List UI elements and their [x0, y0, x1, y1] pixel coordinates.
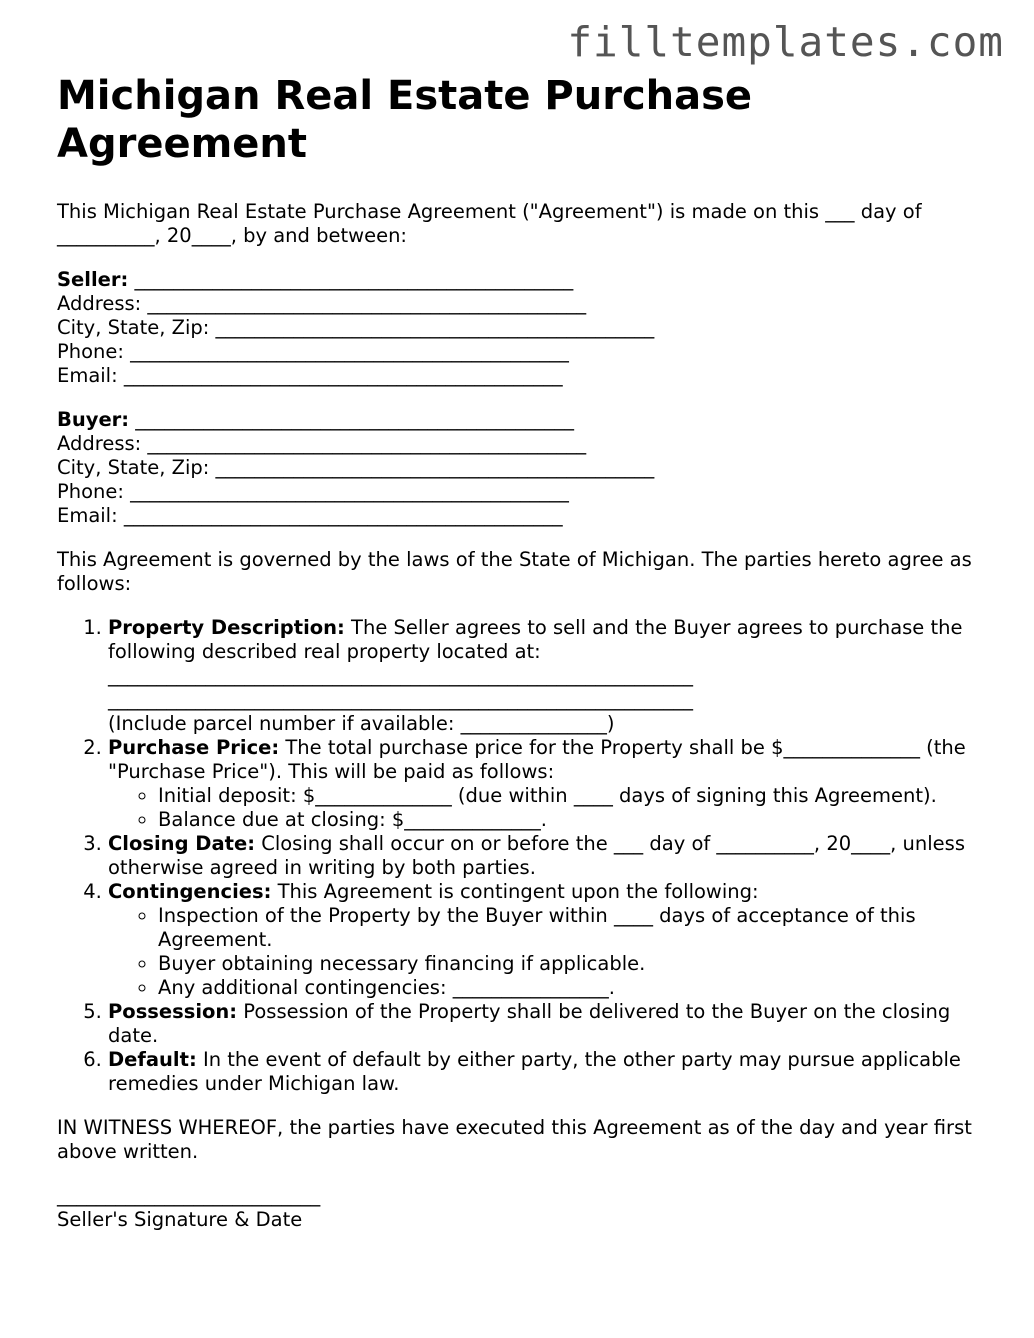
seller-phone-line: Phone: _____________________________________________: [57, 340, 569, 363]
buyer-address-line: Address: _____________________________________________: [57, 432, 587, 455]
term-label: Possession:: [108, 1000, 238, 1023]
list-item: ◦ Any additional contingencies: ________________.: [158, 976, 987, 1000]
seller-name-blank: _____________________________________________: [128, 268, 574, 291]
signature-label: Seller's Signature & Date: [57, 1208, 303, 1231]
payment-sublist: [108, 784, 987, 832]
term-text: This Agreement is contingent upon the following:: [271, 880, 759, 903]
buyer-city-line: City, State, Zip: _____________________________________________: [57, 456, 655, 479]
term-text: In the event of default by either party, the other party may pursue applicable remedies under Michigan law.: [108, 1048, 961, 1095]
seller-address-line: Address: _____________________________________________: [57, 292, 587, 315]
seller-name-line: [57, 268, 987, 292]
contingencies-sublist: [108, 904, 987, 1000]
seller-section: [57, 268, 987, 388]
term-possession: [108, 1000, 987, 1048]
term-label: Closing Date:: [108, 832, 256, 855]
buyer-section: [57, 408, 987, 528]
seller-heading: Seller:: [57, 268, 129, 291]
term-label: Default:: [108, 1048, 197, 1071]
buyer-heading: Buyer:: [57, 408, 130, 431]
term-text: Closing shall occur on or before the ___ day of __________, 20____, unless otherwise agreed in writing by both parties.: [108, 832, 965, 879]
term-label: Contingencies:: [108, 880, 272, 903]
term-text: The Seller agrees to sell and the Buyer agrees to purchase the following described real property located at:: [108, 616, 963, 663]
buyer-name-line: [57, 408, 987, 432]
signature-block: [57, 1184, 987, 1232]
buyer-email-line: Email: _____________________________________________: [57, 504, 563, 527]
term-text: The total purchase price for the Property shall be $______________ (the "Purchase Price"). This will be paid as follows:: [108, 736, 966, 783]
term-label: Purchase Price:: [108, 736, 280, 759]
list-item: ◦ Buyer obtaining necessary financing if applicable.: [158, 952, 987, 976]
list-item: ◦ Balance due at closing: $______________.: [158, 808, 987, 832]
document-page: [57, 72, 987, 1232]
seller-city-line: City, State, Zip: _____________________________________________: [57, 316, 655, 339]
intro-paragraph: This Michigan Real Estate Purchase Agreement ("Agreement") is made on this ___ day of __________, 20____, by and between:: [57, 200, 922, 247]
property-blank-line-2: ____________________________________________________________: [108, 688, 693, 711]
buyer-name-blank: _____________________________________________: [129, 408, 575, 431]
list-item: ◦ Inspection of the Property by the Buyer within ____ days of acceptance of this Agreement.: [158, 904, 987, 952]
term-closing-date: [108, 832, 987, 880]
list-item: ◦ Initial deposit: $______________ (due within ____ days of signing this Agreement).: [158, 784, 987, 808]
term-contingencies: [108, 880, 987, 1000]
terms-list: [57, 616, 987, 1096]
term-text: Possession of the Property shall be delivered to the Buyer on the closing date.: [108, 1000, 951, 1047]
watermark: filltemplates.com: [567, 18, 1004, 66]
governing-law-paragraph: This Agreement is governed by the laws of the State of Michigan. The parties hereto agree as follows:: [57, 548, 972, 595]
buyer-phone-line: Phone: _____________________________________________: [57, 480, 569, 503]
signature-blank-line: ___________________________: [57, 1184, 321, 1207]
seller-email-line: Email: _____________________________________________: [57, 364, 563, 387]
property-blank-line-1: ____________________________________________________________: [108, 664, 693, 687]
term-label: Property Description:: [108, 616, 345, 639]
parcel-number-line: (Include parcel number if available: _______________): [108, 712, 615, 735]
term-default: [108, 1048, 987, 1096]
page-title: Michigan Real Estate Purchase Agreement: [57, 73, 753, 167]
witness-paragraph: IN WITNESS WHEREOF, the parties have executed this Agreement as of the day and year first above written.: [57, 1116, 972, 1163]
term-purchase-price: [108, 736, 987, 832]
term-property-description: [108, 616, 987, 736]
